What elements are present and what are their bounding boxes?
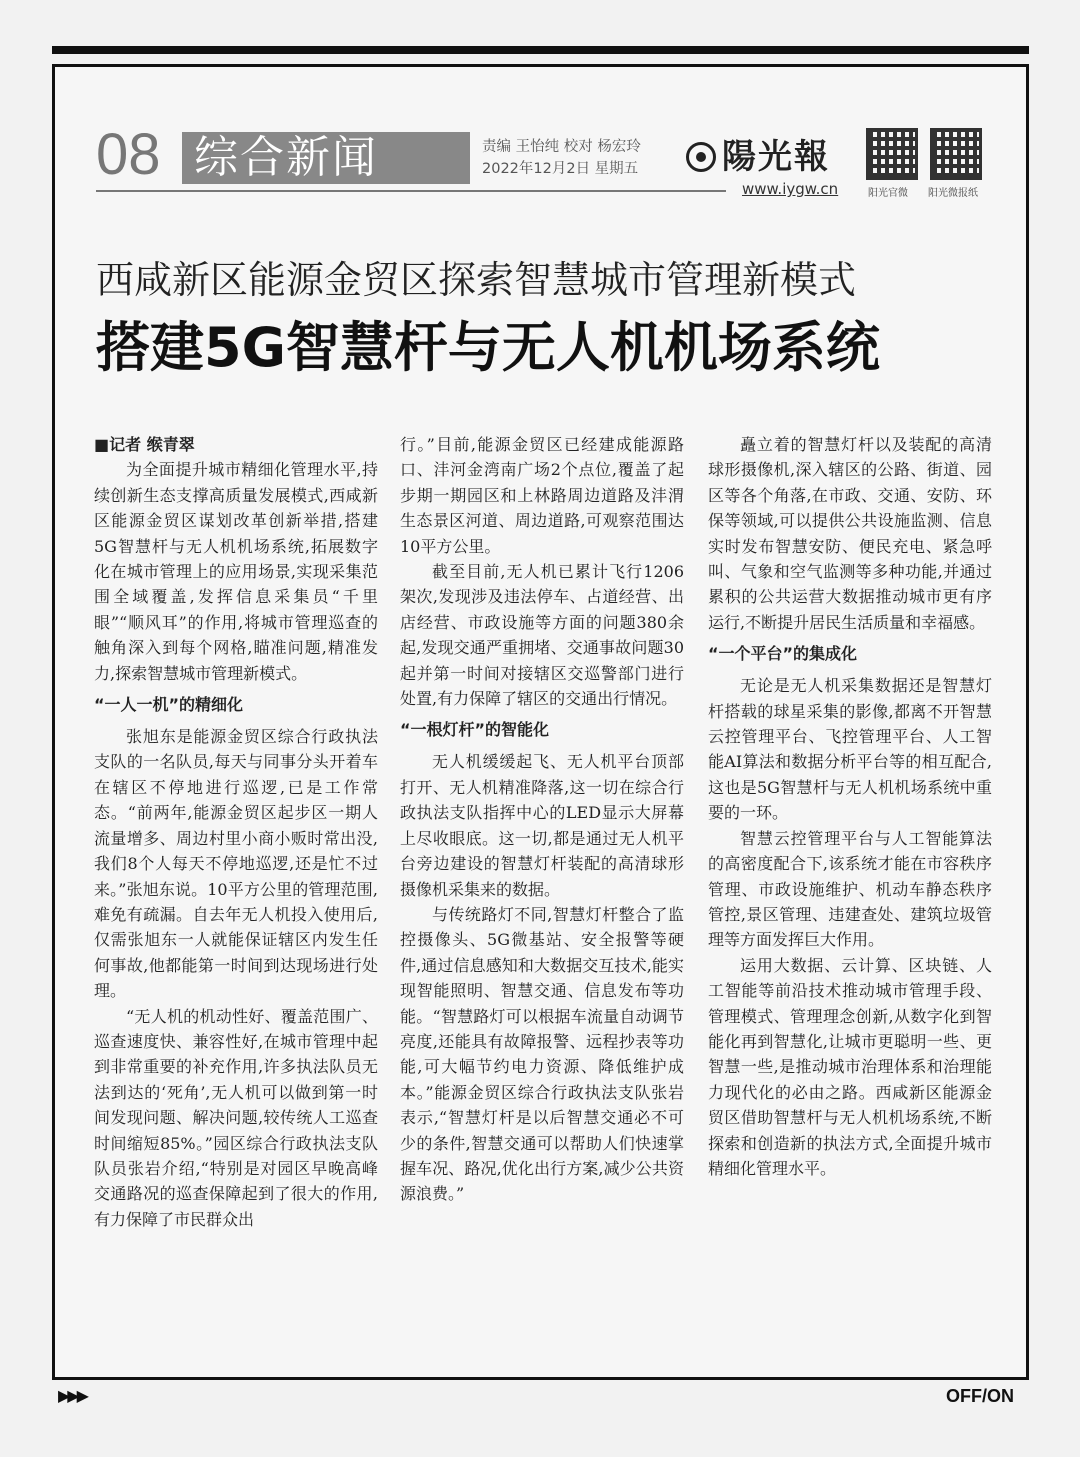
- top-bar: [52, 46, 1029, 54]
- paragraph: 矗立着的智慧灯杆以及装配的高清球形摄像机,深入辖区的公路、街道、园区等各个角落,在市政、交通、安防、环保等领域,可以提供公共设施监测、信息实时发布智慧安防、便民充电、紧急呼叫、气象和空气监测等多种功能,并通过累积的公共运营大数据推动城市更有序运行,不断提升居民生活质量和幸福感。: [708, 435, 992, 632]
- article-column-3: [708, 432, 992, 1181]
- newspaper-logo: 陽光報: [722, 137, 830, 177]
- article-column-2: [400, 432, 684, 1207]
- credits: [482, 136, 641, 180]
- qr-label-weibo: 阳光官微: [868, 188, 908, 199]
- arrow-icon: ▶▶▶: [58, 1386, 86, 1405]
- paragraph: 张旭东是能源金贸区综合行政执法支队的一名队员,每天与同事分头开着车在辖区不停地进行巡逻,已是工作常态。“前两年,能源金贸区起步区一期人流量增多、周边村里小商小贩时常出没,我们8个人每天不停地巡逻,还是忙不过来。”张旭东说。10平方公里的管理范围,难免有疏漏。自去年无人机投入使用后,仅需张旭东一人就能保证辖区内发生任何事故,他都能第一时间到达现场进行处理。: [94, 727, 378, 1001]
- qr-code-icon: [930, 128, 982, 180]
- header-rule: [96, 190, 726, 192]
- footer-brand: OFF/ON: [946, 1386, 1014, 1406]
- site-url[interactable]: www.iygw.cn: [742, 180, 839, 198]
- paragraph: “无人机的机动性好、覆盖范围广、巡查速度快、兼容性好,在城市管理中起到非常重要的补充作用,许多执法队员无法到达的‘死角’,无人机可以做到第一时间发现问题、解决问题,较传统人工巡查时间缩短85%。”园区综合行政执法支队队员张岩介绍,“特别是对园区早晚高峰交通路况的巡查保障起到了很大的作用,有力保障了市民群众出: [94, 1006, 378, 1229]
- section-title: 综合新闻: [194, 132, 378, 183]
- subheading: “一人一机”的精细化: [94, 695, 244, 715]
- paragraph: 无人机缓缓起飞、无人机平台顶部打开、无人机精准降落,这一切在综合行政执法支队指挥中心的LED显示大屏幕上尽收眼底。这一切,都是通过无人机平台旁边建设的智慧灯杆装配的高清球形摄像机采集来的数据。: [400, 752, 684, 899]
- headline-subtitle: 西咸新区能源金贸区探索智慧城市管理新模式: [96, 258, 857, 302]
- paragraph: 无论是无人机采集数据还是智慧灯杆搭载的球星采集的影像,都离不开智慧云控管理平台、飞控管理平台、人工智能AI算法和数据分析平台等的相互配合,这也是5G智慧杆与无人机机场系统中重要的一环。: [708, 676, 992, 823]
- qr-code-icon: [866, 128, 918, 180]
- headline-title: 搭建5G智慧杆与无人机机场系统: [96, 316, 880, 379]
- reporter-byline: ■记者 缑青翠: [94, 435, 195, 454]
- paragraph: 为全面提升城市精细化管理水平,持续创新生态支撑高质量发展模式,西咸新区能源金贸区谋划改革创新举措,搭建5G智慧杆与无人机机场系统,拓展数字化在城市管理上的应用场景,实现采集范围全域覆盖,发挥信息采集员“千里眼”“顺风耳”的作用,将城市管理巡查的触角深入到每个网格,瞄准问题,精准发力,探索智慧城市管理新模式。: [94, 460, 378, 683]
- article-column-1: [94, 432, 378, 1232]
- subheading: “一根灯杆”的智能化: [400, 720, 550, 740]
- paragraph: 与传统路灯不同,智慧灯杆整合了监控摄像头、5G微基站、安全报警等硬件,通过信息感知和大数据交互技术,能实现智能照明、智慧交通、信息发布等功能。“智慧路灯可以根据车流量自动调节亮度,还能具有故障报警、远程抄表等功能,可大幅节约电力资源、降低维护成本。”能源金贸区综合行政执法支队张岩表示,“智慧灯杆是以后智慧交通必不可少的条件,智慧交通可以帮助人们快速掌握车况、路况,优化出行方案,减少公共资源浪费。”: [400, 904, 684, 1204]
- page-number: 08: [96, 122, 161, 187]
- sun-logo-icon: [686, 142, 716, 172]
- qr-label-micro-paper: 阳光微报纸: [928, 188, 978, 199]
- paragraph: 行。”目前,能源金贸区已经建成能源路口、沣河金湾南广场2个点位,覆盖了起步期一期园区和上林路周边道路及沣渭生态景区河道、周边道路,可观察范围达10平方公里。: [400, 435, 684, 556]
- editor-line: 责编 王怡纯 校对 杨宏玲: [482, 139, 641, 155]
- subheading: “一个平台”的集成化: [708, 644, 858, 664]
- paragraph: 智慧云控管理平台与人工智能算法的高密度配合下,该系统才能在市容秩序管理、市政设施维护、机动车静态秩序管控,景区管理、违建查处、建筑垃圾管理等方面发挥巨大作用。: [708, 828, 992, 950]
- paragraph: 运用大数据、云计算、区块链、人工智能等前沿技术推动城市管理手段、管理模式、管理理念创新,从数字化到智能化再到智慧化,让城市更聪明一些、更智慧一些,是推动城市治理体系和治理能力现代化的必由之路。西咸新区能源金贸区借助智慧杆与无人机机场系统,不断探索和创造新的执法方式,全面提升城市精细化管理水平。: [708, 955, 992, 1178]
- date-line: 2022年12月2日 星期五: [482, 161, 639, 177]
- paragraph: 截至目前,无人机已累计飞行1206架次,发现涉及违法停车、占道经营、出店经营、市政设施等方面的问题380余起,发现交通严重拥堵、交通事故问题30起并第一时间对接辖区交巡警部门进行处置,有力保障了辖区的交通出行情况。: [400, 562, 684, 709]
